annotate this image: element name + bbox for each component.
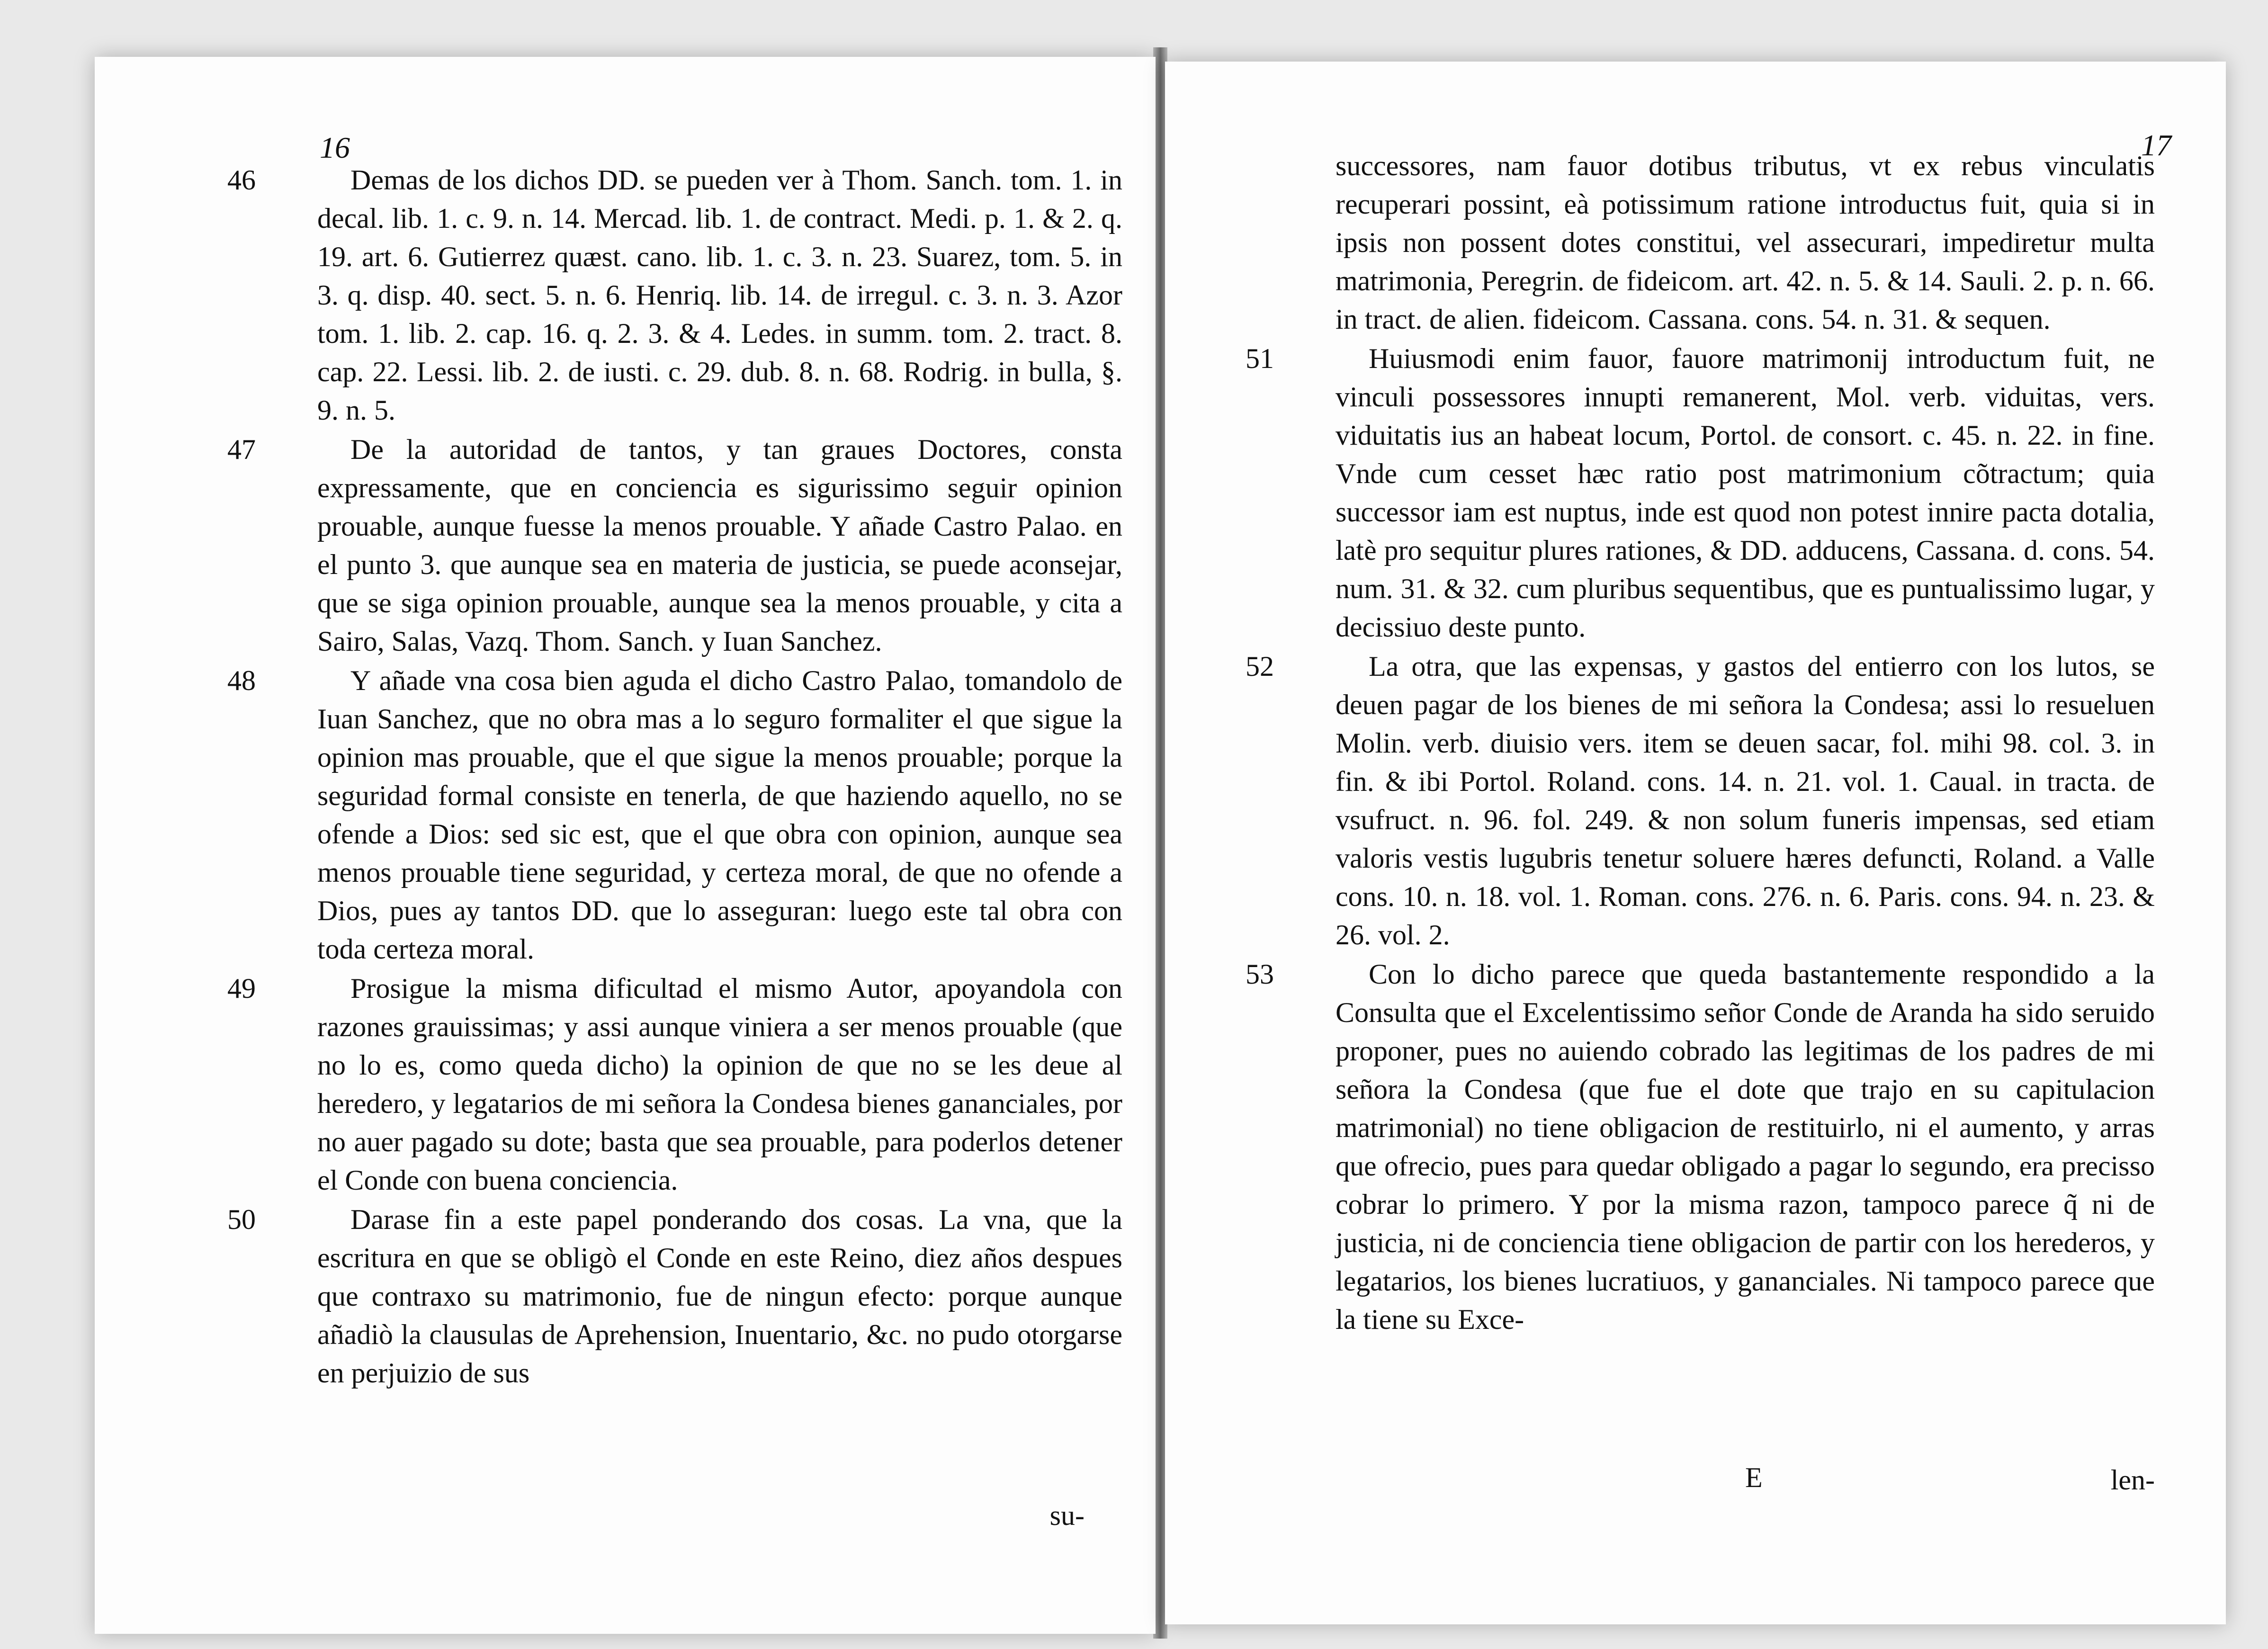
left-text-block [227,161,1122,1393]
page-number: 16 [320,131,350,164]
paragraph [1246,647,2155,954]
paragraph [227,161,1122,430]
page-number: 17 [2141,128,2171,162]
paragraph-text: Con lo dicho parece que queda bastantemente respondido a la Consulta que el Excelentissimo señor Conde de Aranda ha sido seruido proponer, pues no auiendo cobrado las legitimas de los padres de mi señora la Condesa (que fue el dote que trajo en su capitulacion matrimonial) no tiene obligacion de restituirlo, ni el aumento, y arras que ofrecio, pues para quedar obligado a pagar lo segundo, era precisso cobrar lo primero. Y por la misma razon, tampoco parece q̃ ni de justicia, ni de conciencia tiene obligacion de partir con los herederos, y legatarios, los bienes lucratiuos, y gananciales. Ni tampoco parece que la tiene su Exce- [1336,959,2155,1335]
paragraph-number: 50 [227,1204,256,1235]
paragraph-number: 47 [227,434,256,465]
paragraph [1336,147,2155,339]
paragraph-number: 49 [227,973,256,1004]
catchword: len- [2110,1464,2155,1496]
right-text-block [1246,147,2155,1340]
paragraph [227,430,1122,661]
paragraph-number: 51 [1246,343,1274,374]
catchword: su- [1049,1500,1085,1531]
paragraph-text: Y añade vna cosa bien aguda el dicho Castro Palao, tomandolo de Iuan Sanchez, que no obra mas a lo seguro formaliter el que sigue la opinion mas prouable, que el que sigue la menos prouable; porque la seguridad formal consiste en tenerla, de que haziendo aquello, no se ofende a Dios: sed sic est, que el que obra con opinion, aunque sea menos prouable tiene seguridad, y certeza moral, de que no ofende a Dios, pues ay tantos DD. que lo asseguran: luego este tal obra con toda certeza moral. [317,665,1122,965]
paragraph-number: 46 [227,164,256,196]
paragraph-number: 53 [1246,959,1274,990]
left-page [95,57,1156,1634]
right-page [1165,62,2226,1624]
paragraph-text: Prosigue la misma dificultad el mismo Autor, apoyandola con razones grauissimas; y assi aunque viniera a ser menos prouable (que no lo es, como queda dicho) la opinion de que no se les deue al heredero, y legatarios de mi señora la Condesa bienes gananciales, por no auer pagado su dote; basta que sea prouable, para poderlos detener el Conde con buena conciencia. [317,973,1122,1196]
paragraph-text: La otra, que las expensas, y gastos del entierro con los lutos, se deuen pagar de los bienes de mi señora la Condesa; assi lo resueluen Molin. verb. diuisio vers. item se deuen sacar, fol. mihi 98. col. 3. in fin. & ibi Portol. Roland. cons. 14. n. 21. vol. 1. Caual. in tracta. de vsufruct. n. 96. fol. 249. & non solum funeris impensas, sed etiam valoris vestis lugubris tenetur soluere hæres defuncti, Roland. a Valle cons. 10. n. 18. vol. 1. Roman. cons. 276. n. 6. Paris. cons. 94. n. 23. & 26. vol. 2. [1336,651,2155,950]
signature-mark: E [1745,1462,1763,1493]
paragraph-number: 48 [227,665,256,696]
paragraph-text: De la autoridad de tantos, y tan graues Doctores, consta expressamente, que en conciencia es sigurissimo seguir opinion prouable, aunque fuesse la menos prouable. Y añade Castro Palao. en el punto 3. que aunque sea en materia de justicia, se puede aconsejar, que se siga opinion prouable, aunque sea la menos prouable, y cita a Sairo, Salas, Vazq. Thom. Sanch. y Iuan Sanchez. [317,434,1122,657]
paragraph [1246,340,2155,646]
paragraph-text: Huiusmodi enim fauor, fauore matrimonij introductum fuit, ne vinculi possessores innupti remanerent, Mol. verb. viduitas, vers. viduitatis ius an habeat locum, Portol. de consort. c. 45. n. 22. in fine. Vnde cum cesset hæc ratio post matrimonium cõtractum; quia successor iam est nuptus, inde est quod non potest innire pacta dotalia, latè pro sequitur plures rationes, & DD. adducens, Cassana. d. cons. 54. num. 31. & 32. cum pluribus sequentibus, que es puntualissimo lugar, y decissiuo deste punto. [1336,343,2155,643]
paragraph [227,662,1122,968]
paragraph-text: Demas de los dichos DD. se pueden ver à Thom. Sanch. tom. 1. in decal. lib. 1. c. 9. n. 14. Mercad. lib. 1. de contract. Medi. p. 1. & 2. q. 19. art. 6. Gutierrez quæst. cano. lib. 1. c. 3. n. 23. Suarez, tom. 5. in 3. q. disp. 40. sect. 5. n. 6. Henriq. lib. 14. de irregul. c. 3. n. 3. Azor tom. 1. lib. 2. cap. 16. q. 2. 3. & 4. Ledes. in summ. tom. 2. tract. 8. cap. 22. Lessi. lib. 2. de iusti. c. 29. dub. 8. n. 68. Rodrig. in bulla, §. 9. n. 5. [317,164,1122,426]
paragraph [227,969,1122,1200]
paragraph-text: Darase fin a este papel ponderando dos cosas. La vna, que la escritura en que se obligò el Conde en este Reino, diez años despues que contraxo su matrimonio, fue de ningun efecto: porque aunque añadiò la clausulas de Aprehension, Inuentario, &c. no pudo otorgarse en perjuizio de sus [317,1204,1122,1389]
paragraph [1246,955,2155,1339]
paragraph [227,1201,1122,1392]
paragraph-text: successores, nam fauor dotibus tributus, vt ex rebus vinculatis recuperari possint, eà potissimum ratione introductus fuit, quia si in ipsis non possent dotes constitui, vel assecurari, impediretur multa matrimonia, Peregrin. de fideicom. art. 42. n. 5. & 14. Sauli. 2. p. n. 66. in tract. de alien. fideicom. Cassana. cons. 54. n. 31. & sequen. [1336,150,2155,335]
paragraph-number: 52 [1246,651,1274,682]
